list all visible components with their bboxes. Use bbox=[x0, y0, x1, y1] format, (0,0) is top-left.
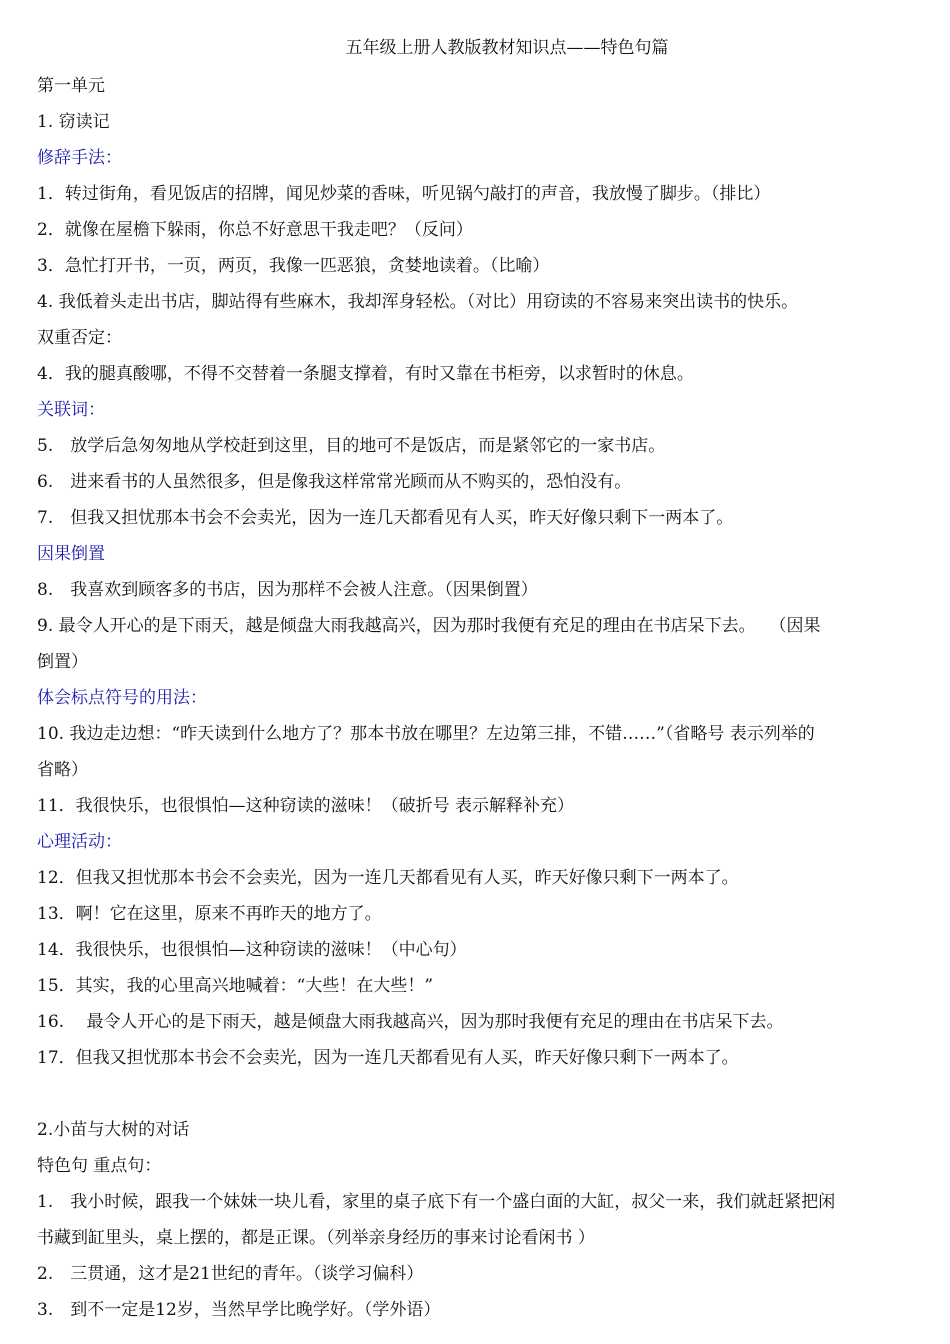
text-line: 3. 到不一定是12岁，当然早学比晚学好。（学外语） bbox=[37, 1300, 441, 1320]
document-body bbox=[37, 68, 917, 1328]
text-line: 倒置） bbox=[37, 652, 88, 672]
document-title: 五年级上册人教版教材知识点——特色句篇 bbox=[345, 38, 669, 58]
text-line: 7. 但我又担忧那本书会不会卖光，因为一连几天都看见有人买，昨天好像只剩下一两本了。 bbox=[37, 508, 734, 528]
text-line: 2. 三贯通，这才是21世纪的青年。（谈学习偏科） bbox=[37, 1264, 424, 1284]
text-line: 8. 我喜欢到顾客多的书店，因为那样不会被人注意。（因果倒置） bbox=[37, 580, 538, 600]
text-line: 双重否定： bbox=[37, 328, 122, 348]
text-line: 1. 窃读记 bbox=[37, 112, 110, 132]
text-line: 16. 最令人开心的是下雨天，越是倾盘大雨我越高兴，因为那时我便有充足的理由在书店呆下去。 bbox=[37, 1012, 784, 1032]
text-line: 省略） bbox=[37, 760, 88, 780]
text-line: 4．我的腿真酸哪，不得不交替着一条腿支撑着，有时又靠在书柜旁，以求暂时的休息。 bbox=[37, 364, 694, 384]
text-line: 第一单元 bbox=[37, 76, 105, 96]
text-line: 12．但我又担忧那本书会不会卖光，因为一连几天都看见有人买，昨天好像只剩下一两本了。 bbox=[37, 868, 739, 888]
text-line: 1. 我小时候，跟我一个妹妹一块儿看，家里的桌子底下有一个盛白面的大缸，叔父一来，我们就赶紧把闲 bbox=[37, 1192, 836, 1212]
text-line: 10. 我边走边想：“昨天读到什么地方了？那本书放在哪里？左边第三排，不错……”（省略号 表示列举的 bbox=[37, 724, 815, 744]
text-line: 书藏到缸里头，桌上摆的，都是正课。（列举亲身经历的事来讨论看闲书 ） bbox=[37, 1228, 595, 1248]
text-line: 11．我很快乐，也很惧怕—这种窃读的滋味！（破折号 表示解释补充） bbox=[37, 796, 575, 816]
text-line: 13．啊！它在这里，原来不再昨天的地方了。 bbox=[37, 904, 382, 924]
section-heading: 关联词： bbox=[37, 400, 105, 420]
text-line: 17．但我又担忧那本书会不会卖光，因为一连几天都看见有人买，昨天好像只剩下一两本了。 bbox=[37, 1048, 739, 1068]
section-heading: 修辞手法： bbox=[37, 148, 122, 168]
section-heading: 心理活动： bbox=[37, 832, 122, 852]
blank-line bbox=[37, 1076, 917, 1112]
text-line: 5. 放学后急匆匆地从学校赶到这里，目的地可不是饭店，而是紧邻它的一家书店。 bbox=[37, 436, 666, 456]
document-page bbox=[37, 36, 917, 1328]
text-line: 2．就像在屋檐下躲雨，你总不好意思干我走吧？（反问） bbox=[37, 220, 473, 240]
text-line: 4. 我低着头走出书店，脚站得有些麻木，我却浑身轻松。（对比）用窃读的不容易来突出读书的快乐。 bbox=[37, 292, 799, 312]
text-line: 2.小苗与大树的对话 bbox=[37, 1120, 190, 1140]
text-line: 15．其实，我的心里高兴地喊着：“大些！在大些！” bbox=[37, 976, 434, 996]
text-line: 14．我很快乐，也很惧怕—这种窃读的滋味！（中心句） bbox=[37, 940, 467, 960]
text-line: 3．急忙打开书，一页，两页，我像一匹恶狼，贪婪地读着。（比喻） bbox=[37, 256, 550, 276]
section-heading: 体会标点符号的用法： bbox=[37, 688, 207, 708]
text-line: 9. 最令人开心的是下雨天，越是倾盘大雨我越高兴，因为那时我便有充足的理由在书店呆下去。 （因果 bbox=[37, 616, 821, 636]
section-heading: 因果倒置 bbox=[37, 544, 105, 564]
text-line: 特色句 重点句： bbox=[37, 1156, 162, 1176]
text-line: 1．转过街角，看见饭店的招牌，闻见炒菜的香味，听见锅勺敲打的声音，我放慢了脚步。（排比） bbox=[37, 184, 771, 204]
text-line: 6. 进来看书的人虽然很多，但是像我这样常常光顾而从不购买的，恐怕没有。 bbox=[37, 472, 632, 492]
